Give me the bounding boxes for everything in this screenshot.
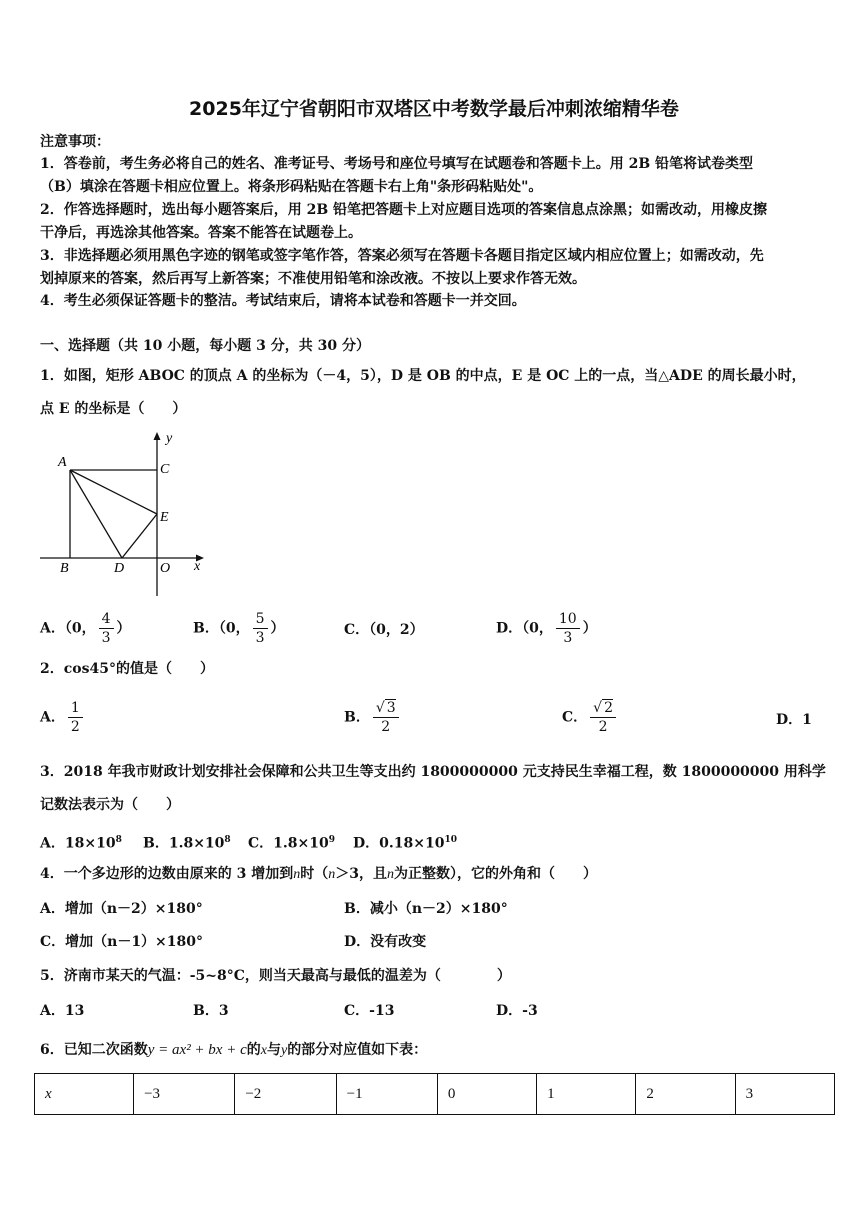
option-text: D．0.18×10 [353,835,445,852]
question-4-stem [40,864,597,885]
q1-option-a[interactable] [40,610,131,647]
variable: n [293,867,301,882]
notice-item: （B）填涂在答题卡相应位置上。将条形码粘贴在答题卡右上角"条形码粘贴处"。 [40,179,543,195]
stem-text: 的 [246,1042,261,1058]
radical-sign: √ [593,700,603,716]
table-cell: 1 [537,1074,636,1115]
notice-item: 1．答卷前，考生务必将自己的姓名、准考证号、考场号和座位号填写在试题卷和答题卡上。用 2B 铅笔将试卷类型 [40,156,754,172]
radical-sign: √ [375,700,385,716]
fig-label-x: x [194,559,201,574]
denominator: 3 [563,630,573,646]
exponent: 8 [115,835,122,845]
formula: y = ax² + bx + c [147,1042,247,1058]
question-1-figure [36,426,216,601]
q1-option-b[interactable] [193,610,285,647]
denominator: 3 [101,630,111,646]
stem-text: ＞3，且 [335,866,387,882]
option-text: ） [582,620,597,637]
exponent: 9 [328,835,335,845]
option-text: ） [116,620,131,637]
denominator: 3 [255,630,265,646]
q3-option-b[interactable] [143,830,231,854]
table-cell: −3 [134,1074,235,1115]
stem-text: 6．已知二次函数 [40,1042,148,1058]
page-title: 2025年辽宁省朝阳市双塔区中考数学最后冲刺浓缩精华卷 [189,98,679,120]
variable: n [328,867,336,882]
fraction [68,699,83,736]
exponent: 10 [444,835,457,845]
notice-item: 划掉原来的答案，然后再写上新答案；不准使用铅笔和涂改液。不按以上要求作答无效。 [40,271,586,287]
q4-option-c[interactable]: C．增加（n－1）×180° [40,934,204,950]
variable: x [260,1043,267,1058]
denominator: 2 [598,719,608,735]
q2-option-d[interactable]: D．1 [776,712,812,728]
fig-label-o: O [160,561,171,576]
question-5-stem: 5．济南市某天的气温：-5~8°C，则当天最高与最低的温差为（ ） [40,968,511,984]
table-cell: 2 [636,1074,735,1115]
stem-text: 4．一个多边形的边数由原来的 3 增加到 [40,866,294,882]
notice-item: 4．考生必须保证答题卡的整洁。考试结束后，请将本试卷和答题卡一并交回。 [40,293,526,309]
question-1-stem: 1．如图，矩形 ABOC 的顶点 A 的坐标为（－4，5），D 是 OB 的中点，E 是 OC 上的一点，当△ADE 的周长最小时， [40,368,806,384]
radicand: 2 [604,700,613,716]
table-cell: 0 [437,1074,536,1115]
q5-option-b[interactable]: B．3 [193,1003,229,1019]
q1-option-d[interactable] [496,610,597,647]
q1-option-c[interactable]: C．（0，2） [344,622,424,638]
q4-option-b[interactable]: B．减小（n－2）×180° [344,901,508,917]
fig-label-e: E [160,510,169,525]
table-row [35,1074,835,1115]
notice-item: 2．作答选择题时，选出每小题答案后，用 2B 铅笔把答题卡上对应题目选项的答案信息点涂黑；如需改动，用橡皮擦 [40,202,768,218]
option-text: A．（0， [40,620,96,637]
radicand: 3 [386,700,396,716]
variable: x [45,1085,52,1102]
notice-item: 干净后，再选涂其他答案。答案不能答在试题卷上。 [40,225,362,241]
fig-label-c: C [160,462,170,477]
q2-option-a[interactable] [40,699,86,736]
q5-option-a[interactable]: A．13 [40,1003,85,1019]
numerator: 4 [99,610,114,629]
q3-option-c[interactable] [248,830,335,854]
numerator: 10 [556,610,580,629]
variable: y [280,1043,288,1058]
notice-heading: 注意事项： [40,134,110,150]
stem-text: 时（ [300,866,329,882]
fig-label-a: A [58,455,67,470]
variable: n [386,867,394,882]
q5-option-c[interactable]: C．-13 [344,1003,395,1019]
numerator [373,699,399,718]
option-text: A．18×10 [40,835,116,852]
notice-item: 3．非选择题必须用黑色字迹的钢笔或签字笔作答，答案必须写在答题卡各题目指定区域内相应位置上；如需改动，先 [40,248,764,264]
option-text: C． [562,709,588,726]
option-text: C．1.8×10 [248,835,329,852]
numerator: 1 [68,699,83,718]
fraction [373,699,399,736]
fraction [590,699,616,736]
denominator: 2 [70,719,80,735]
denominator: 2 [381,719,391,735]
fraction [99,610,114,647]
table-cell: −1 [336,1074,437,1115]
option-text: B．1.8×10 [143,835,225,852]
fraction [556,610,580,647]
fig-label-b: B [60,561,69,576]
fraction [253,610,268,647]
question-6-stem [40,1040,427,1061]
stem-text: 的部分对应值如下表： [287,1042,428,1058]
exponent: 8 [224,835,231,845]
stem-text: 为正整数），它的外角和（ ） [393,866,597,882]
numerator [590,699,616,718]
q4-option-a[interactable]: A．增加（n－2）×180° [40,901,203,917]
q5-option-d[interactable]: D．-3 [496,1003,538,1019]
q3-option-d[interactable] [353,830,457,854]
question-3-stem-cont: 记数法表示为（ ） [40,797,180,813]
fig-label-y: y [166,431,173,446]
question-2-stem: 2．cos45°的值是（ ） [40,661,214,677]
value-table [34,1073,835,1115]
option-text: A． [40,709,65,726]
table-header-cell [35,1074,134,1115]
option-text: D．（0， [496,620,553,637]
q4-option-d[interactable]: D．没有改变 [344,934,427,950]
fig-label-d: D [114,561,125,576]
question-1-stem-cont: 点 E 的坐标是（ ） [40,401,187,417]
question-3-stem: 3．2018 年我市财政计划安排社会保障和公共卫生等支出约 1800000000 元支持民生幸福工程，数 1800000000 用科学 [40,764,826,780]
option-text: ） [270,620,285,637]
q3-option-a[interactable] [40,830,122,854]
numerator: 5 [253,610,268,629]
option-text: B． [344,709,370,726]
q2-option-c[interactable] [562,699,619,736]
table-cell: −2 [235,1074,336,1115]
q2-option-b[interactable] [344,699,402,736]
stem-text: 与 [266,1042,281,1058]
table-cell: 3 [735,1074,834,1115]
section-heading: 一、选择题（共 10 小题，每小题 3 分，共 30 分） [40,338,370,354]
option-text: B．（0， [193,620,250,637]
